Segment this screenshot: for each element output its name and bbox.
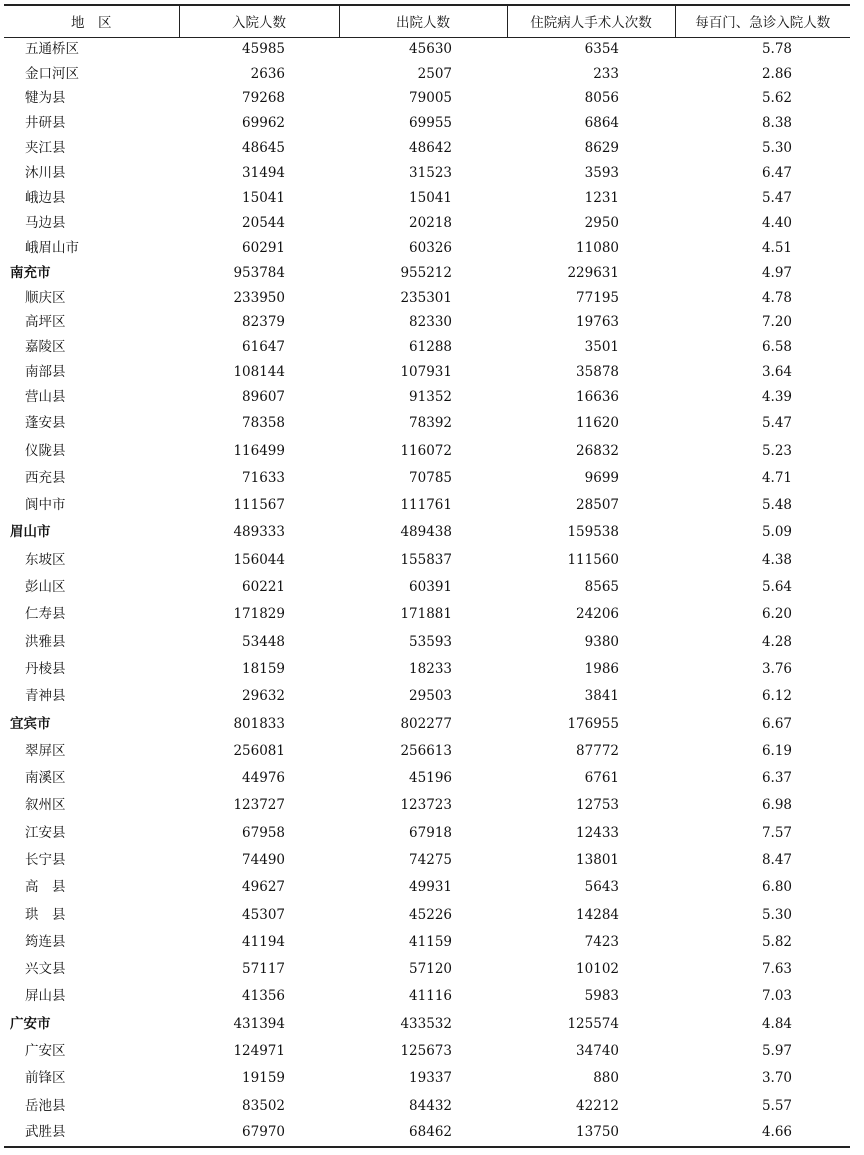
admissions-value: 41356	[242, 988, 285, 1005]
table-row	[4, 547, 850, 574]
admissions-value: 256081	[233, 742, 285, 759]
admissions-value: 18159	[242, 660, 285, 677]
discharges-value: 45196	[409, 770, 452, 787]
table-row	[4, 683, 850, 710]
surgeries-value: 6354	[584, 40, 619, 57]
table-row	[4, 984, 850, 1011]
surgeries-value: 28507	[576, 497, 619, 514]
surgeries-value: 9699	[584, 469, 619, 486]
discharges-value: 31523	[409, 165, 452, 182]
surgeries-value: 14284	[576, 906, 619, 923]
surgeries-value: 34740	[576, 1043, 619, 1060]
table-row	[4, 1093, 850, 1120]
surgeries-value: 10102	[576, 961, 619, 978]
region-name: 南充市	[10, 264, 51, 281]
discharges-value: 41159	[409, 933, 452, 950]
region-name: 南部县	[25, 364, 66, 381]
table-row	[4, 574, 850, 601]
surgeries-value: 42212	[576, 1097, 619, 1114]
table-row-city	[4, 261, 850, 286]
surgeries-value: 13750	[507, 1120, 675, 1147]
header-surgeries: 住院病人手术人次数	[507, 5, 675, 37]
admissions-value: 78358	[242, 415, 285, 432]
admissions-value: 89607	[242, 389, 285, 406]
admissions-value: 41194	[242, 933, 285, 950]
table-row	[4, 37, 850, 62]
discharges-value: 61288	[409, 339, 452, 356]
surgeries-value: 229631	[567, 264, 619, 281]
surgeries-value: 880	[593, 1070, 619, 1087]
rate-value: 6.37	[761, 770, 792, 787]
admissions-value: 116499	[233, 442, 285, 459]
rate-value: 4.84	[761, 1015, 792, 1032]
table-row	[4, 62, 850, 87]
admissions-value: 489333	[233, 524, 285, 541]
surgeries-value: 1231	[584, 190, 619, 207]
rate-value: 4.78	[761, 289, 792, 306]
discharges-value: 41116	[409, 988, 452, 1005]
discharges-value: 68462	[339, 1120, 507, 1147]
region-name: 叙州区	[25, 797, 66, 814]
surgeries-value: 1986	[584, 660, 619, 677]
discharges-value: 116072	[400, 442, 452, 459]
admissions-value: 71633	[242, 469, 285, 486]
admissions-value: 31494	[242, 165, 285, 182]
surgeries-value: 125574	[567, 1015, 619, 1032]
admissions-value: 19159	[242, 1070, 285, 1087]
region-name: 江安县	[25, 824, 66, 841]
surgeries-value: 11080	[576, 239, 619, 256]
discharges-value: 69955	[409, 115, 452, 132]
admissions-value: 123727	[233, 797, 285, 814]
region-name: 筠连县	[25, 933, 66, 950]
rate-value: 2.86	[761, 65, 792, 82]
discharges-value: 155837	[400, 551, 452, 568]
region-name: 前锋区	[25, 1070, 66, 1087]
discharges-value: 171881	[400, 606, 452, 623]
admissions-value: 801833	[233, 715, 285, 732]
region-name: 翠屏区	[25, 742, 66, 759]
table-row	[4, 629, 850, 656]
rate-value: 5.97	[761, 1043, 792, 1060]
discharges-value: 57120	[409, 961, 452, 978]
region-name: 彭山区	[25, 579, 66, 596]
region-name: 峨眉山市	[25, 239, 79, 256]
region-name: 东坡区	[25, 551, 66, 568]
table-row	[4, 336, 850, 361]
rate-value: 4.38	[761, 551, 792, 568]
rate-value: 3.70	[761, 1070, 792, 1087]
surgeries-value: 2950	[584, 214, 619, 231]
rate-value: 5.82	[761, 933, 792, 950]
rate-value: 5.30	[761, 906, 792, 923]
region-name: 犍为县	[25, 90, 66, 107]
admissions-value: 45307	[242, 906, 285, 923]
statistics-table	[4, 4, 850, 1148]
admissions-value: 53448	[242, 633, 285, 650]
table-row	[4, 311, 850, 336]
region-name: 广安市	[10, 1015, 51, 1032]
discharges-value: 67918	[409, 824, 452, 841]
discharges-value: 29503	[409, 688, 452, 705]
header-row	[4, 5, 850, 37]
admissions-value: 156044	[233, 551, 285, 568]
surgeries-value: 11620	[576, 415, 619, 432]
admissions-value: 45985	[242, 40, 285, 57]
discharges-value: 15041	[409, 190, 452, 207]
region-name: 顺庆区	[25, 289, 66, 306]
rate-value: 5.09	[761, 524, 792, 541]
discharges-value: 433532	[400, 1015, 452, 1032]
surgeries-value: 16636	[576, 389, 619, 406]
rate-value: 8.47	[761, 852, 792, 868]
region-name: 峨边县	[25, 190, 66, 207]
discharges-value: 802277	[400, 715, 452, 732]
admissions-value: 20544	[242, 214, 285, 231]
table-row	[4, 738, 850, 765]
table-row	[4, 874, 850, 901]
table-row	[4, 492, 850, 519]
table-row	[4, 793, 850, 820]
admissions-value: 82379	[242, 314, 285, 331]
header-discharges: 出院人数	[339, 5, 507, 37]
surgeries-value: 35878	[576, 364, 619, 381]
rate-value: 4.39	[761, 389, 792, 406]
table-row	[4, 137, 850, 162]
table-row	[4, 1120, 850, 1147]
rate-value: 4.28	[761, 633, 792, 650]
rate-value: 5.30	[761, 140, 792, 157]
admissions-value: 49627	[242, 879, 285, 896]
table-row	[4, 87, 850, 112]
rate-value: 6.58	[761, 339, 792, 356]
table-row	[4, 186, 850, 211]
table-row	[4, 601, 850, 628]
discharges-value: 45226	[409, 906, 452, 923]
region-name: 眉山市	[10, 524, 51, 541]
surgeries-value: 3593	[584, 165, 619, 182]
surgeries-value: 5983	[584, 988, 619, 1005]
surgeries-value: 87772	[576, 742, 619, 759]
admissions-value: 79268	[242, 90, 285, 107]
surgeries-value: 159538	[567, 524, 619, 541]
rate-value: 4.51	[761, 239, 792, 256]
region-name: 井研县	[25, 115, 66, 132]
rate-value: 5.48	[761, 497, 792, 514]
table-row-city	[4, 520, 850, 547]
surgeries-value: 8629	[584, 140, 619, 157]
discharges-value: 78392	[409, 415, 452, 432]
rate-value: 5.47	[761, 190, 792, 207]
table-row	[4, 361, 850, 386]
table-row	[4, 410, 850, 437]
header-admissions: 入院人数	[179, 5, 339, 37]
admissions-value: 57117	[242, 961, 285, 978]
region-name: 马边县	[25, 214, 66, 231]
discharges-value: 18233	[409, 660, 452, 677]
discharges-value: 489438	[400, 524, 452, 541]
rate-value: 7.57	[761, 824, 792, 841]
rate-value: 4.40	[761, 214, 792, 231]
rate-value: 6.98	[761, 797, 792, 814]
region-name: 蓬安县	[25, 415, 66, 432]
surgeries-value: 8056	[584, 90, 619, 107]
table-row	[4, 929, 850, 956]
region-name: 阆中市	[25, 497, 66, 514]
rate-value: 5.62	[761, 90, 792, 107]
table-row	[4, 902, 850, 929]
surgeries-value: 7423	[584, 933, 619, 950]
discharges-value: 70785	[409, 469, 452, 486]
rate-value: 5.78	[761, 40, 792, 57]
header-region: 地 区	[4, 5, 179, 37]
rate-value: 7.20	[761, 314, 792, 331]
surgeries-value: 24206	[576, 606, 619, 623]
table-body	[4, 37, 850, 1147]
admissions-value: 60291	[242, 239, 285, 256]
region-name: 武胜县	[4, 1120, 179, 1147]
admissions-value: 233950	[233, 289, 285, 306]
admissions-value: 431394	[233, 1015, 285, 1032]
admissions-value: 60221	[242, 579, 285, 596]
rate-value: 3.64	[761, 364, 792, 381]
region-name: 岳池县	[25, 1097, 66, 1114]
rate-value: 6.80	[761, 879, 792, 896]
region-name: 高坪区	[25, 314, 66, 331]
admissions-value: 74490	[242, 852, 285, 868]
table-row	[4, 820, 850, 847]
surgeries-value: 12433	[576, 824, 619, 841]
surgeries-value: 5643	[584, 879, 619, 896]
region-name: 营山县	[25, 389, 66, 406]
rate-value: 6.12	[761, 688, 792, 705]
region-name: 仪陇县	[25, 442, 66, 459]
surgeries-value: 176955	[567, 715, 619, 732]
admissions-value: 48645	[242, 140, 285, 157]
admissions-value: 67958	[242, 824, 285, 841]
admissions-value: 2636	[250, 65, 285, 82]
rate-value: 6.19	[761, 742, 792, 759]
rate-value: 6.20	[761, 606, 792, 623]
discharges-value: 60391	[409, 579, 452, 596]
discharges-value: 20218	[409, 214, 452, 231]
admissions-value: 108144	[233, 364, 285, 381]
surgeries-value: 6864	[584, 115, 619, 132]
rate-value: 4.66	[675, 1120, 850, 1147]
discharges-value: 91352	[409, 389, 452, 406]
admissions-value: 953784	[233, 264, 285, 281]
region-name: 夹江县	[25, 140, 66, 157]
surgeries-value: 3841	[584, 688, 619, 705]
rate-value: 8.38	[761, 115, 792, 132]
table-row	[4, 236, 850, 261]
region-name: 屏山县	[25, 988, 66, 1005]
discharges-value: 49931	[409, 879, 452, 896]
rate-value: 6.47	[761, 165, 792, 182]
header-admissions-per-100-visits: 每百门、急诊入院人数	[675, 5, 850, 37]
surgeries-value: 9380	[584, 633, 619, 650]
region-name: 珙 县	[25, 906, 66, 923]
discharges-value: 45630	[409, 40, 452, 57]
admissions-value: 124971	[233, 1043, 285, 1060]
region-name: 嘉陵区	[25, 339, 66, 356]
discharges-value: 107931	[400, 364, 452, 381]
rate-value: 7.63	[761, 961, 792, 978]
discharges-value: 19337	[409, 1070, 452, 1087]
admissions-value: 29632	[242, 688, 285, 705]
region-name: 沐川县	[25, 165, 66, 182]
discharges-value: 82330	[409, 314, 452, 331]
discharges-value: 48642	[409, 140, 452, 157]
table-row	[4, 161, 850, 186]
region-name: 高 县	[25, 879, 66, 896]
region-name: 广安区	[25, 1043, 66, 1060]
table-row	[4, 211, 850, 236]
surgeries-value: 3501	[584, 339, 619, 356]
region-name: 洪雅县	[25, 633, 66, 650]
admissions-value: 67970	[179, 1120, 339, 1147]
rate-value: 7.03	[761, 988, 792, 1005]
table-row-city	[4, 1011, 850, 1038]
discharges-value: 2507	[417, 65, 452, 82]
table-row	[4, 847, 850, 874]
table-row	[4, 286, 850, 311]
surgeries-value: 13801	[576, 852, 619, 868]
discharges-value: 60326	[409, 239, 452, 256]
table-row-city	[4, 711, 850, 738]
admissions-value: 171829	[233, 606, 285, 623]
table-row	[4, 438, 850, 465]
rate-value: 5.23	[761, 442, 792, 459]
discharges-value: 53593	[409, 633, 452, 650]
admissions-value: 83502	[242, 1097, 285, 1114]
region-name: 仁寿县	[25, 606, 66, 623]
surgeries-value: 233	[593, 65, 619, 82]
discharges-value: 955212	[400, 264, 452, 281]
discharges-value: 79005	[409, 90, 452, 107]
rate-value: 5.64	[761, 579, 792, 596]
surgeries-value: 19763	[576, 314, 619, 331]
region-name: 长宁县	[25, 852, 66, 868]
rate-value: 3.76	[761, 660, 792, 677]
rate-value: 5.57	[761, 1097, 792, 1114]
admissions-value: 15041	[242, 190, 285, 207]
table-row	[4, 465, 850, 492]
admissions-value: 111567	[233, 497, 285, 514]
surgeries-value: 77195	[576, 289, 619, 306]
discharges-value: 125673	[400, 1043, 452, 1060]
region-name: 兴文县	[25, 961, 66, 978]
surgeries-value: 26832	[576, 442, 619, 459]
discharges-value: 123723	[400, 797, 452, 814]
surgeries-value: 6761	[584, 770, 619, 787]
region-name: 金口河区	[25, 65, 79, 82]
discharges-value: 84432	[409, 1097, 452, 1114]
region-name: 五通桥区	[25, 40, 79, 57]
table-row	[4, 656, 850, 683]
region-name: 南溪区	[25, 770, 66, 787]
rate-value: 4.97	[761, 264, 792, 281]
region-name: 西充县	[25, 469, 66, 486]
admissions-value: 44976	[242, 770, 285, 787]
table-row	[4, 765, 850, 792]
table-row	[4, 112, 850, 137]
admissions-value: 61647	[242, 339, 285, 356]
discharges-value: 74275	[409, 852, 452, 868]
region-name: 宜宾市	[10, 715, 51, 732]
surgeries-value: 8565	[584, 579, 619, 596]
rate-value: 4.71	[761, 469, 792, 486]
rate-value: 5.47	[761, 415, 792, 432]
discharges-value: 235301	[400, 289, 452, 306]
admissions-value: 69962	[242, 115, 285, 132]
table-row	[4, 385, 850, 410]
table-row	[4, 956, 850, 983]
table-row	[4, 1065, 850, 1092]
surgeries-value: 12753	[576, 797, 619, 814]
discharges-value: 111761	[400, 497, 452, 514]
surgeries-value: 111560	[567, 551, 619, 568]
rate-value: 6.67	[761, 715, 792, 732]
region-name: 青神县	[25, 688, 66, 705]
discharges-value: 256613	[400, 742, 452, 759]
region-name: 丹棱县	[25, 660, 66, 677]
table-row	[4, 1038, 850, 1065]
